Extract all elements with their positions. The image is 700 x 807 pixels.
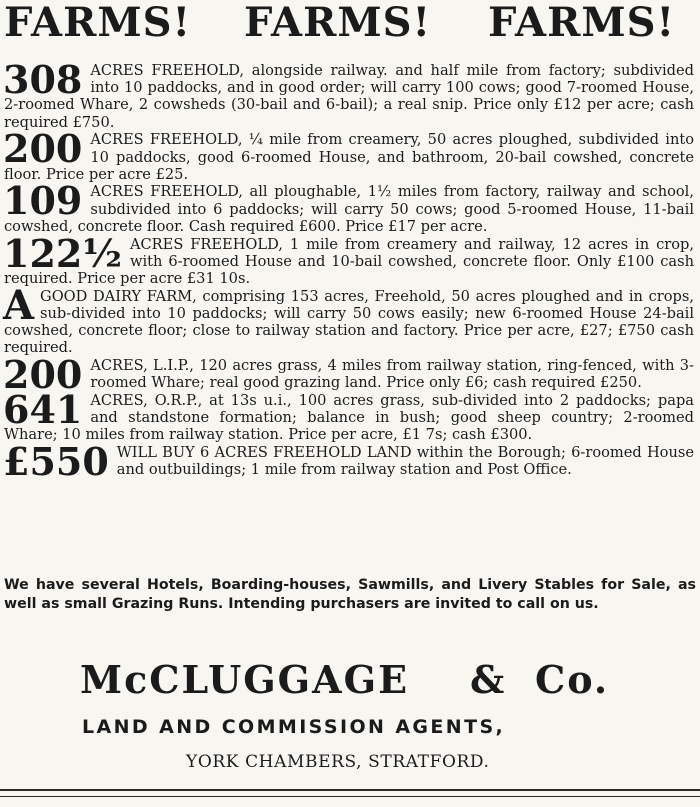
listing-number: £550	[3, 438, 109, 484]
listing-number: A	[3, 281, 35, 329]
headline-farms-right: FARMS!	[488, 0, 676, 46]
listing-number: 200	[3, 126, 83, 172]
listing-text: WILL BUY 6 ACRES FREEHOLD LAND within the Borough; 6-roomed House and outbuildings; 1 mile from railway station and Post Office.	[116, 443, 694, 479]
listings	[3, 57, 694, 484]
firm-name-block	[80, 655, 620, 705]
firm-role: LAND AND COMMISSION AGENTS,	[82, 716, 506, 738]
headline-farms-left: FARMS!	[4, 0, 192, 46]
listing-number: 122½	[3, 230, 122, 276]
listing-number: 641	[3, 386, 83, 432]
listing-200-acres	[3, 126, 694, 183]
listing-308-acres	[3, 57, 694, 131]
listing-number: 308	[3, 57, 83, 102]
listing-text: ACRES FREEHOLD, alongside railway. and half mile from factory; subdivided into 10 paddocks, and in good order; will carry 100 cows; good 7-roomed House, 2-roomed Whare, 2 cowsheds (30-bail and 6-bail); a real snip. Price only £12 per acre; cash required £750.	[4, 62, 694, 131]
firm-company: Co.	[535, 657, 610, 702]
listing-dairy-farm	[3, 281, 694, 357]
listing-109-acres	[3, 178, 694, 235]
listing-text: ACRES FREEHOLD, all ploughable, 1½ miles from factory, railway and school, subdivided into 6 paddocks; will carry 50 cows; good 5-roomed House, 11-bail cowshed, concrete floor. Cash required £600. Price £17 per acre.	[4, 183, 694, 235]
headline-farms-middle: FARMS!	[244, 0, 432, 46]
headline	[0, 0, 700, 46]
listing-122-acres	[3, 230, 694, 288]
listing-200-acres-lip	[3, 351, 694, 397]
listing-550-pounds	[3, 438, 694, 484]
listing-text: ACRES FREEHOLD, 1 mile from creamery and railway, 12 acres in crop, with 6-roomed House and 10-bail cowshed, concrete floor. Only £100 cash required. Price per acre £31 10s.	[4, 235, 694, 287]
bottom-rule-thin	[0, 796, 700, 797]
listing-text: GOOD DAIRY FARM, comprising 153 acres, Freehold, 50 acres ploughed and in crops, sub-divided into 10 paddocks; will carry 50 cows easily; new 6-roomed House 24-bail cowshed, concrete floor; close to railway station and factory. Price per acre, £27; £750 cash required.	[4, 287, 694, 357]
listing-text: ACRES, O.R.P., at 13s u.i., 100 acres grass, sub-divided into 2 paddocks; papa and standstone formation; balance in bush; good sheep country; 2-roomed Whare; 10 miles from railway station. Price per acre, £1 7s; cash £300.	[4, 391, 694, 444]
notice-text: We have several Hotels, Boarding-houses, Sawmills, and Livery Stables for Sale, as well as small Grazing Runs. Intending purchasers are invited to call on us.	[4, 577, 696, 612]
listing-641-acres	[3, 386, 694, 444]
listing-text: ACRES FREEHOLD, ¼ mile from creamery, 50 acres ploughed, subdivided into 10 paddocks, good 6-roomed House, and bathroom, 20-bail cowshed, concrete floor. Price per acre £25.	[4, 131, 694, 183]
firm-address: YORK CHAMBERS, STRATFORD.	[186, 752, 490, 772]
bottom-rule	[0, 789, 700, 791]
firm-ampersand: &	[470, 657, 507, 702]
firm-name: McCLUGGAGE	[80, 657, 410, 702]
listing-number: 200	[3, 351, 83, 397]
listing-number: 109	[3, 178, 83, 224]
listing-text: ACRES, L.I.P., 120 acres grass, 4 miles from railway station, ring-fenced, with 3-roomed Whare; real good grazing land. Price only £6; cash required £250.	[90, 356, 694, 392]
